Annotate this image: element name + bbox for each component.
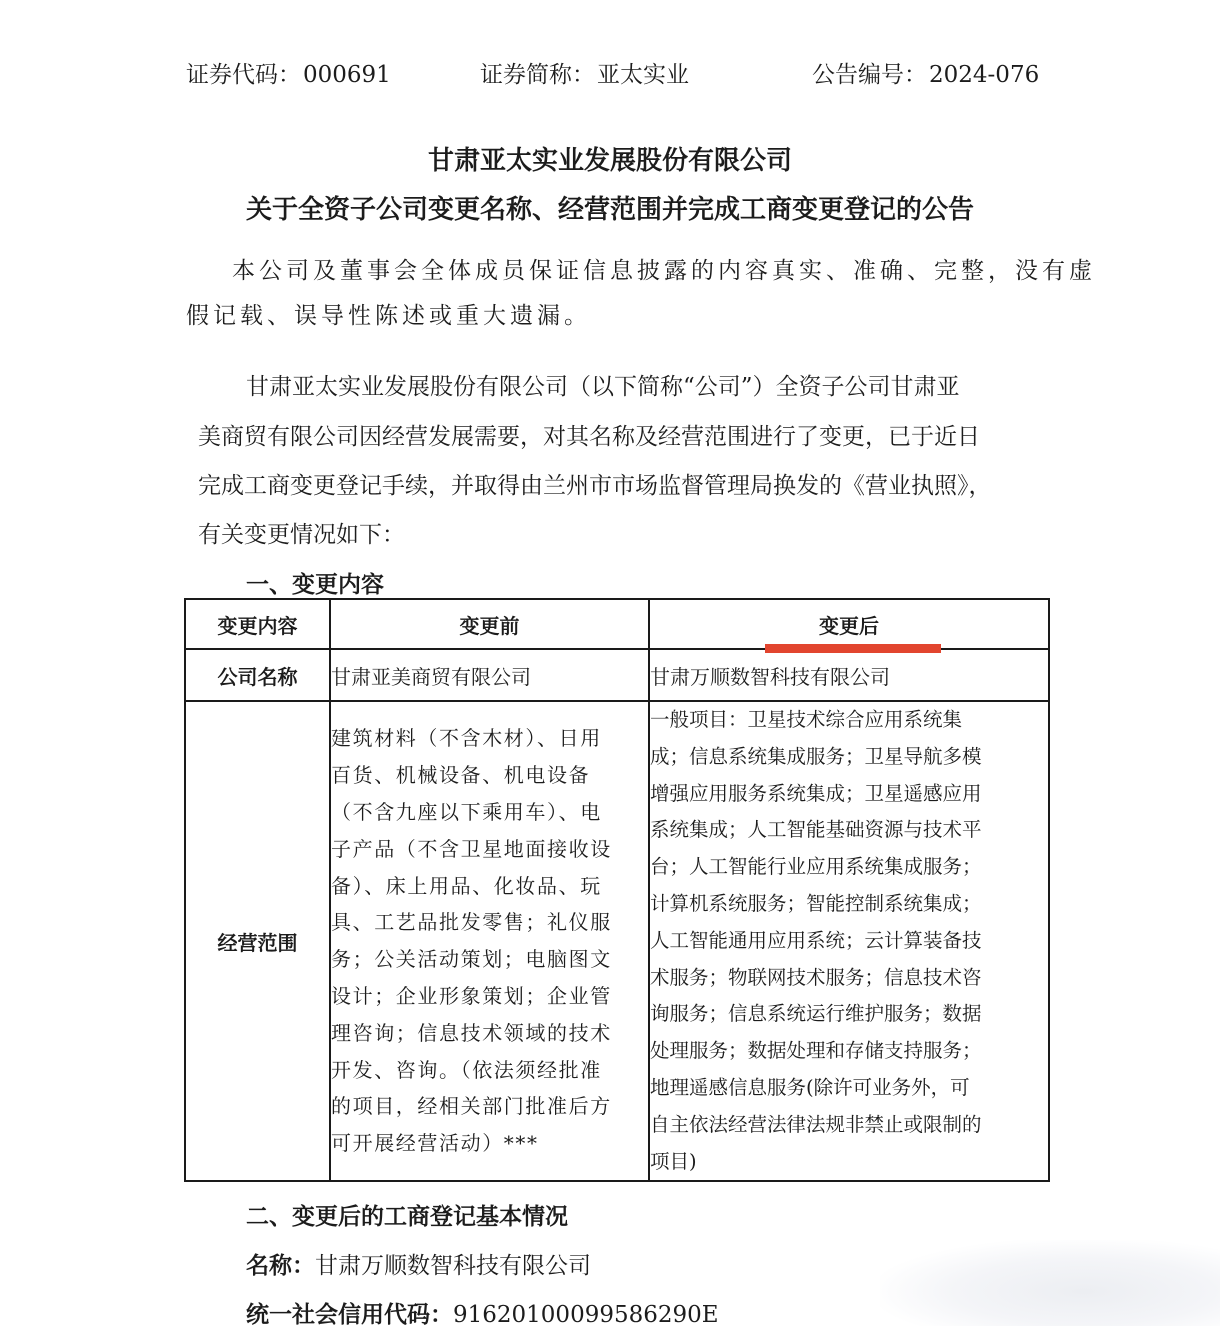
security-abbr — [480, 56, 689, 89]
scope-before-line: 建筑材料（不含木材）、日用 — [331, 726, 602, 751]
registered-name — [246, 1247, 591, 1280]
changes-table — [184, 598, 1050, 1182]
scope-after-line: 计算机系统服务；智能控制系统集成； — [650, 891, 982, 915]
scope-after-line: 一般项目：卫星技术综合应用系统集 — [650, 708, 963, 731]
scope-before-line: 子产品（不含卫星地面接收设 — [331, 836, 612, 861]
scope-before-line: 具、工艺品批发零售；礼仪服 — [331, 910, 612, 935]
section-heading-registration: 二、变更后的工商登记基本情况 — [246, 1204, 568, 1230]
credit-code-value: 91620100099586290E — [453, 1302, 719, 1328]
scope-after-line: 系统集成；人工智能基础资源与技术平 — [650, 818, 982, 842]
scope-after-line: 自主依法经营法律法规非禁止或限制的 — [650, 1112, 982, 1136]
registered-name-label: 名称： — [246, 1253, 315, 1279]
security-abbr-value: 亚太实业 — [597, 62, 689, 88]
scope-before-line: 备）、床上用品、化妆品、玩 — [331, 873, 602, 898]
intro-line-1: 甘肃亚太实业发展股份有限公司（以下简称“公司”）全资子公司甘肃亚 — [246, 374, 960, 400]
security-abbr-label: 证券简称： — [480, 62, 595, 88]
column-header-before: 变更前 — [330, 599, 649, 649]
highlight-underline — [765, 644, 941, 653]
scope-before-line: 百货、机械设备、机电设备 — [331, 763, 591, 788]
business-scope-after — [649, 701, 1049, 1181]
security-code-label: 证券代码： — [186, 62, 301, 88]
scope-before-line: 理咨询；信息技术领域的技术 — [331, 1020, 612, 1045]
intro-line-4: 有关变更情况如下： — [198, 522, 405, 548]
security-code — [186, 56, 391, 89]
scope-after-line: 增强应用服务系统集成；卫星遥感应用 — [650, 781, 982, 805]
statement-line-1: 本公司及董事会全体成员保证信息披露的内容真实、准确、完整，没有虚 — [232, 258, 1096, 284]
scope-after-line: 人工智能通用应用系统；云计算装备技 — [650, 928, 982, 952]
scope-after-line: 处理服务；数据处理和存储支持服务； — [650, 1039, 982, 1063]
scope-after-line: 询服务；信息系统运行维护服务；数据 — [650, 1002, 982, 1026]
intro-line-2: 美商贸有限公司因经营发展需要，对其名称及经营范围进行了变更，已于近日 — [198, 424, 980, 450]
notice-number — [812, 56, 1039, 89]
announcement-title: 关于全资子公司变更名称、经营范围并完成工商变更登记的公告 — [245, 195, 974, 225]
notice-number-value: 2024-076 — [929, 62, 1040, 88]
scope-before-line: （不含九座以下乘用车）、电 — [331, 799, 602, 824]
scope-after-line: 台；人工智能行业应用系统集成服务； — [650, 855, 982, 879]
statement-line-2: 假记载、误导性陈述或重大遗漏。 — [186, 303, 591, 329]
scope-before-line: 可开展经营活动）*** — [331, 1131, 539, 1156]
credit-code-label: 统一社会信用代码： — [246, 1302, 453, 1328]
table-header-row — [185, 599, 1049, 649]
notice-number-label: 公告编号： — [812, 62, 927, 88]
scope-before-line: 的项目，经相关部门批准后方 — [331, 1094, 612, 1119]
table-row — [185, 649, 1049, 701]
company-title: 甘肃亚太实业发展股份有限公司 — [427, 146, 792, 176]
blurred-watermark — [880, 1240, 1220, 1326]
section-heading-changes: 一、变更内容 — [246, 572, 384, 598]
row-label-company-name: 公司名称 — [185, 649, 330, 701]
business-scope-before — [330, 701, 649, 1181]
column-header-item: 变更内容 — [185, 599, 330, 649]
company-name-before: 甘肃亚美商贸有限公司 — [330, 649, 649, 701]
table-row — [185, 701, 1049, 1181]
scope-before-line: 开发、咨询。（依法须经批准 — [331, 1057, 602, 1082]
scope-after-line: 项目) — [650, 1149, 697, 1173]
column-header-after: 变更后 — [649, 599, 1049, 649]
registered-name-value: 甘肃万顺数智科技有限公司 — [315, 1253, 591, 1279]
credit-code — [246, 1296, 719, 1329]
security-code-value: 000691 — [303, 62, 391, 88]
intro-line-3: 完成工商变更登记手续，并取得由兰州市市场监督管理局换发的《营业执照》， — [198, 473, 992, 499]
scope-after-line: 成；信息系统集成服务；卫星导航多模 — [650, 744, 982, 768]
scope-before-line: 设计；企业形象策划；企业管 — [331, 983, 612, 1008]
scope-after-line: 术服务；物联网技术服务；信息技术咨 — [650, 965, 982, 989]
scope-before-line: 务；公关活动策划；电脑图文 — [331, 947, 612, 972]
row-label-business-scope: 经营范围 — [185, 701, 330, 1181]
scope-after-line: 地理遥感信息服务(除许可业务外，可 — [650, 1075, 970, 1099]
company-name-after: 甘肃万顺数智科技有限公司 — [649, 649, 1049, 701]
